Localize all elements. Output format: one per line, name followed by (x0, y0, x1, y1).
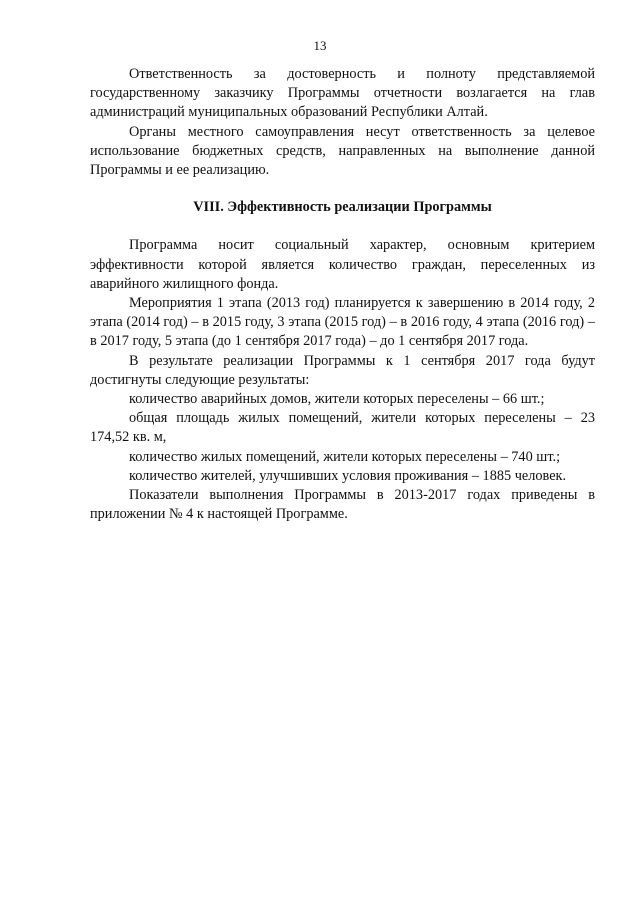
paragraph-program-stages: Мероприятия 1 этапа (2013 год) планируется к завершению в 2014 году, 2 этапа (2014 год) – в 2015 году, 3 этапа (2015 год) – в 2016 году, 4 этапа (2016 год) – в 2017 году, 5 этапа (до 1 сентября 2017 года) – до 1 сентября 2017 года. (90, 295, 595, 350)
result-item-residents: количество жителей, улучшивших условия проживания – 1885 человек. (129, 467, 567, 484)
section-heading: VIII. Эффективность реализации Программы (193, 199, 492, 216)
result-item-premises: количество жилых помещений, жители которых переселены – 740 шт.; (129, 448, 561, 465)
page-number: 13 (313, 38, 327, 53)
paragraph-program-criterion: Программа носит социальный характер, основным критерием эффективности которой является количество граждан, переселенных из аварийного жилищного фонда. (90, 237, 595, 292)
result-item-area: общая площадь жилых помещений, жители которых переселены – 23 174,52 кв. м, (90, 410, 595, 446)
paragraph-indicators-reference: Показатели выполнения Программы в 2013-2017 годах приведены в приложении № 4 к настоящей Программе. (90, 487, 595, 523)
paragraph-responsibility-budget: Органы местного самоуправления несут ответственность за целевое использование бюджетных средств, направленных на выполнение данной Программы и ее реализацию. (90, 123, 595, 179)
result-item-houses: количество аварийных домов, жители которых переселены – 66 шт.; (129, 391, 545, 408)
paragraph-results-intro: В результате реализации Программы к 1 сентября 2017 года будут достигнуты следующие результаты: (90, 352, 595, 388)
document-body (90, 65, 595, 524)
paragraph-responsibility-reporting: Ответственность за достоверность и полноту представляемой государственному заказчику Программы отчетности возлагается на глав администраций муниципальных образований Республики Алтай. (90, 66, 595, 121)
